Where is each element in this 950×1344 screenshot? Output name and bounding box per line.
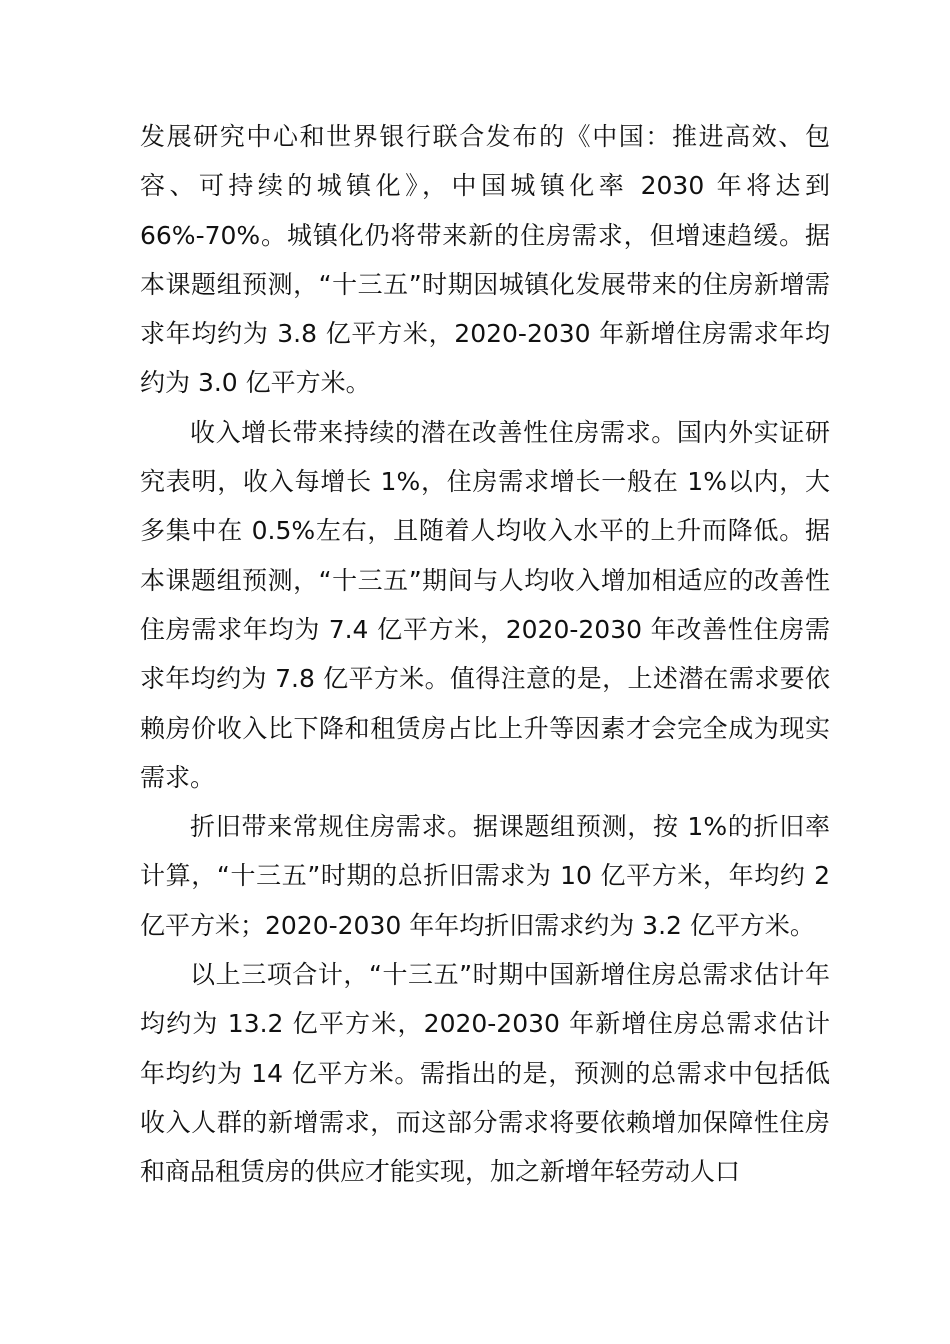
paragraph-income-growth-demand: 收入增长带来持续的潜在改善性住房需求。国内外实证研究表明，收入每增长 1%，住房需求增长一般在 1%以内，大多集中在 0.5%左右，且随着人均收入水平的上升而降低。据本课题组预测，“十三五”期间与人均收入增加相适应的改善性住房需求年均为 7.4 亿平方米，2020-2030 年改善性住房需求年均约为 7.8 亿平方米。值得注意的是，上述潜在需求要依赖房价收入比下降和租赁房占比上升等因素才会完全成为现实需求。 (140, 417, 830, 792)
paragraph-depreciation-demand: 折旧带来常规住房需求。据课题组预测，按 1%的折旧率计算，“十三五”时期的总折旧需求为 10 亿平方米，年均约 2 亿平方米；2020-2030 年年均折旧需求约为 3.2 亿平方米。 (140, 812, 830, 940)
paragraph-urbanization-demand: 发展研究中心和世界银行联合发布的《中国：推进高效、包容、可持续的城镇化》，中国城镇化率 2030 年将达到 66%-70%。城镇化仍将带来新的住房需求，但增速趋缓。据本课题组预测，“十三五”时期因城镇化发展带来的住房新增需求年均约为 3.8 亿平方米，2020-2030 年新增住房需求年均约为 3.0 亿平方米。 (140, 122, 830, 398)
paragraph-total-demand: 以上三项合计，“十三五”时期中国新增住房总需求估计年均约为 13.2 亿平方米，2020-2030 年新增住房总需求估计年均约为 14 亿平方米。需指出的是，预测的总需求中包括低收入人群的新增需求，而这部分需求将要依赖增加保障性住房和商品租赁房的供应才能实现，加之新增年轻劳动人口 (140, 960, 830, 1187)
document-body (140, 112, 830, 1197)
